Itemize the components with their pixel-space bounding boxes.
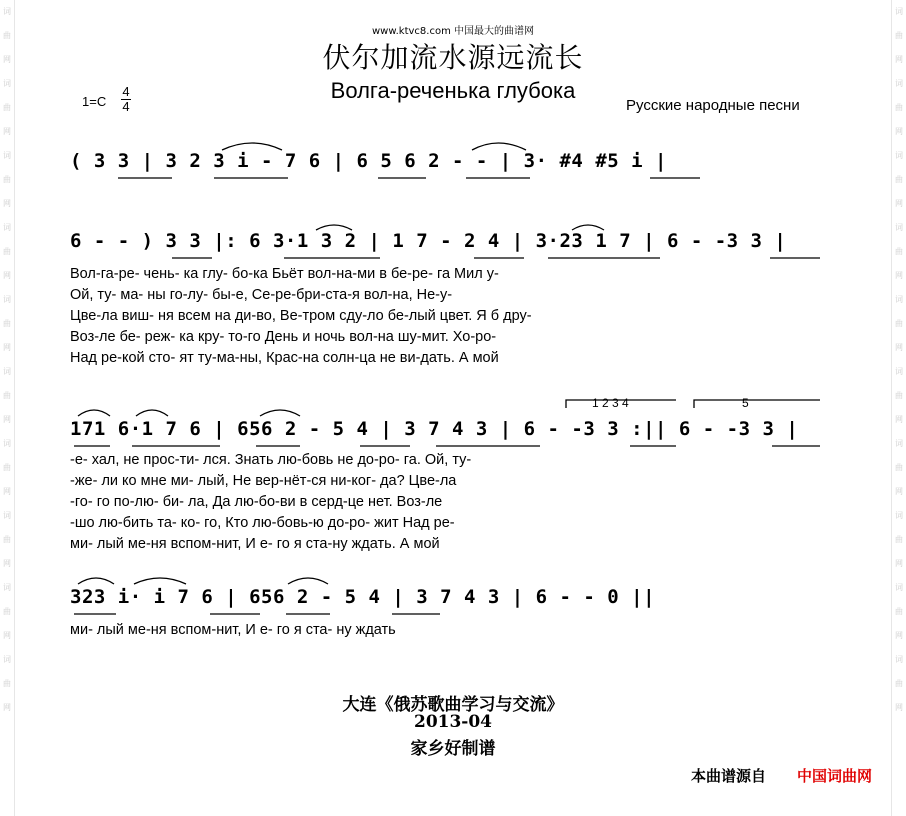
tie-arc bbox=[222, 143, 282, 150]
title-chinese: 伏尔加流水源远流长 bbox=[322, 41, 584, 74]
credit-line-1: 大连《俄苏歌曲学习与交流》 bbox=[342, 695, 564, 715]
tie-arc bbox=[572, 225, 604, 230]
tie-arc bbox=[316, 225, 352, 230]
credit-line-2: 2013-04 bbox=[413, 712, 493, 732]
time-signature-top: 4 bbox=[122, 84, 130, 99]
lyric-line: ми- лый ме-ня вспом-нит, И е- го я ста-ну ждать. А мой bbox=[70, 536, 440, 552]
lyric-line: -же- ли ко мне ми- лый, Не вер-нёт-ся ни-ког- да? Цве-ла bbox=[70, 473, 457, 489]
time-signature-bottom: 4 bbox=[122, 99, 130, 114]
lyric-line: -го- го по-лю- би- ла, Да лю-бо-ви в серд-це нет. Воз-ле bbox=[70, 494, 443, 510]
lyric-line-final: ми- лый ме-ня вспом-нит, И е- го я ста- ну ждать bbox=[70, 622, 396, 638]
notation-line-4: 323 i· i 7 6 | 656 2 - 5 4 | 3 7 4 3 | 6 - - 0 || bbox=[70, 586, 656, 608]
volta-1-label: 1 2 3 4 bbox=[592, 396, 629, 410]
lyric-line: Цве-ла виш- ня всем на ди-во, Ве-тром сду-ло бе-лый цвет. Я б дру- bbox=[70, 308, 532, 324]
lyric-line: Ой, ту- ма- ны го-лу- бы-е, Се-ре-бри-ста-я вол-на, Не-у- bbox=[70, 287, 453, 303]
credit-line-3: 家乡好制谱 bbox=[410, 739, 496, 759]
genre-label: Русские народные песни bbox=[626, 97, 800, 114]
notation-line-3: 171 6·1 7 6 | 656 2 - 5 4 | 3 7 4 3 | 6 - -3 3 :|| 6 - -3 3 | bbox=[70, 418, 799, 440]
tie-arc bbox=[288, 578, 328, 584]
tie-arc bbox=[472, 143, 526, 150]
volta-bracket bbox=[694, 400, 820, 408]
volta-bracket bbox=[566, 400, 676, 408]
left-watermark: 词曲网词曲网词曲网词曲网词曲网词曲网词曲网词曲网词曲网词曲网 bbox=[0, 0, 15, 816]
lyric-line: -шо лю-бить та- ко- го, Кто лю-бовь-ю до-ро- жит Над ре- bbox=[70, 515, 455, 531]
tie-arc bbox=[136, 410, 168, 416]
tie-arc bbox=[78, 410, 110, 416]
site-name-link[interactable]: 中国词曲网 bbox=[796, 767, 872, 785]
lyric-line: Воз-ле бе- реж- ка кру- то-го День и ночь вол-на шу-мит. Хо-ро- bbox=[70, 329, 497, 345]
notation-line-2: 6 - - ) 3 3 |: 6 3·1 3 2 | 1 7 - 2 4 | 3·23 1 7 | 6 - -3 3 | bbox=[70, 230, 787, 252]
notation-line-1: ( 3 3 | 3 2 3 i - 7 6 | 6 5 6 2 - - | 3· #4 #5 i | bbox=[70, 150, 667, 172]
volta-2-label: 5 bbox=[742, 396, 749, 410]
tie-arc bbox=[134, 578, 186, 584]
title-russian: Волга-реченька глубока bbox=[330, 78, 576, 103]
right-watermark: 词曲网词曲网词曲网词曲网词曲网词曲网词曲网词曲网词曲网词曲网 bbox=[891, 0, 906, 816]
lyric-line: Вол-га-ре- чень- ка глу- бо-ка Бьёт вол-на-ми в бе-ре- га Мил у- bbox=[70, 266, 499, 282]
lyric-line: -е- хал, не прос-ти- лся. Знать лю-бовь не до-ро- га. Ой, ту- bbox=[70, 452, 472, 468]
tie-arc bbox=[78, 578, 114, 584]
lyric-line: Над ре-кой сто- ят ту-ма-ны, Крас-на солн-ца не ви-дать. А мой bbox=[70, 350, 499, 366]
source-label: 本曲谱源自 bbox=[690, 767, 766, 785]
key-signature: 1=C bbox=[82, 94, 107, 109]
tie-arc bbox=[260, 410, 300, 416]
source-url: www.ktvc8.com 中国最大的曲谱网 bbox=[371, 26, 534, 37]
